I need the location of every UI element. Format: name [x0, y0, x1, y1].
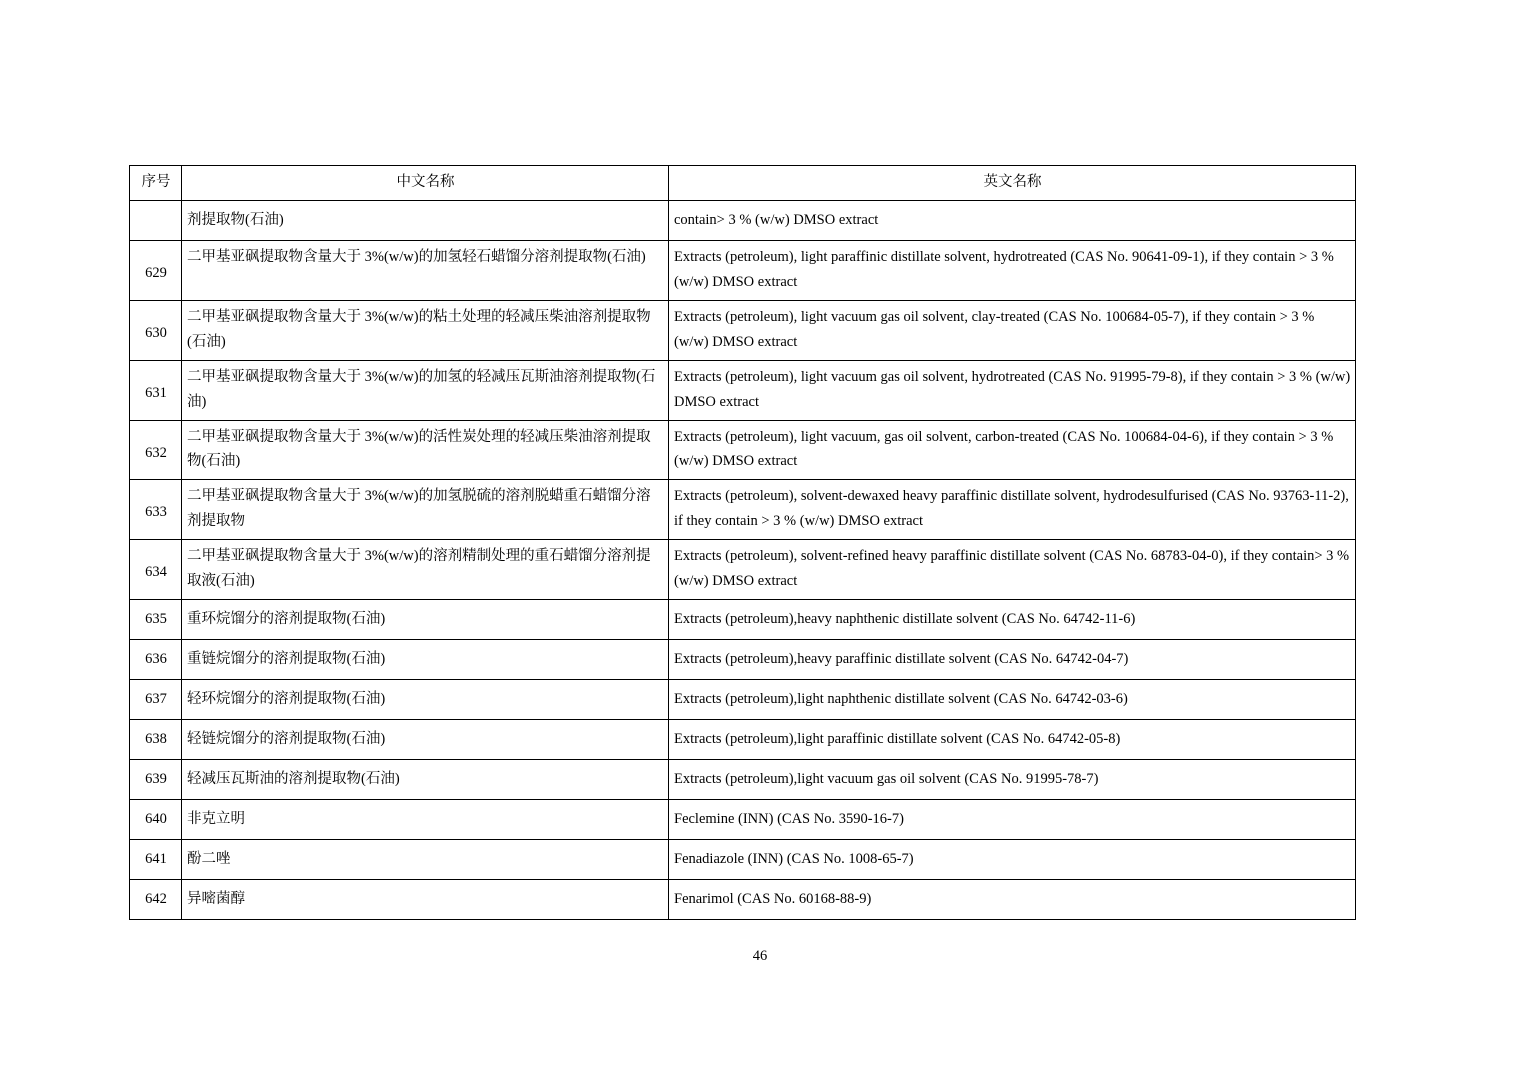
table-row	[130, 300, 1356, 360]
cell-chinese-name: 二甲基亚砜提取物含量大于 3%(w/w)的加氢脱硫的溶剂脱蜡重石蜡馏分溶剂提取物	[182, 480, 669, 540]
cell-number: 634	[130, 540, 182, 600]
cell-chinese-name: 轻链烷馏分的溶剂提取物(石油)	[182, 719, 669, 759]
cell-number: 636	[130, 640, 182, 680]
table-row	[130, 420, 1356, 480]
cell-number: 635	[130, 600, 182, 640]
column-header-chinese-name: 中文名称	[182, 166, 669, 201]
cell-number	[130, 200, 182, 240]
table-row	[130, 680, 1356, 720]
table-row	[130, 240, 1356, 300]
cell-english-name: Fenadiazole (INN) (CAS No. 1008-65-7)	[669, 839, 1356, 879]
cell-number: 642	[130, 879, 182, 919]
cell-chinese-name: 二甲基亚砜提取物含量大于 3%(w/w)的加氢轻石蜡馏分溶剂提取物(石油)	[182, 240, 669, 300]
cell-number: 633	[130, 480, 182, 540]
cell-number: 630	[130, 300, 182, 360]
cell-english-name: Extracts (petroleum), light paraffinic distillate solvent, hydrotreated (CAS No. 90641-09-1), if they contain > 3 % (w/w) DMSO extract	[669, 240, 1356, 300]
cell-english-name: Extracts (petroleum), light vacuum gas oil solvent, hydrotreated (CAS No. 91995-79-8), if they contain > 3 % (w/w) DMSO extract	[669, 360, 1356, 420]
cell-number: 637	[130, 680, 182, 720]
cell-english-name: contain> 3 % (w/w) DMSO extract	[669, 200, 1356, 240]
cell-english-name: Fenarimol (CAS No. 60168-88-9)	[669, 879, 1356, 919]
cell-number: 640	[130, 799, 182, 839]
table-row	[130, 540, 1356, 600]
substances-table	[129, 165, 1356, 920]
table-row	[130, 200, 1356, 240]
cell-english-name: Extracts (petroleum),light naphthenic distillate solvent (CAS No. 64742-03-6)	[669, 680, 1356, 720]
table-row	[130, 480, 1356, 540]
column-header-number: 序号	[130, 166, 182, 201]
cell-number: 639	[130, 759, 182, 799]
cell-chinese-name: 二甲基亚砜提取物含量大于 3%(w/w)的粘土处理的轻减压柴油溶剂提取物(石油)	[182, 300, 669, 360]
table-row	[130, 719, 1356, 759]
cell-number: 638	[130, 719, 182, 759]
cell-english-name: Feclemine (INN) (CAS No. 3590-16-7)	[669, 799, 1356, 839]
table-row	[130, 839, 1356, 879]
cell-chinese-name: 异嘧菌醇	[182, 879, 669, 919]
cell-english-name: Extracts (petroleum),heavy paraffinic distillate solvent (CAS No. 64742-04-7)	[669, 640, 1356, 680]
cell-english-name: Extracts (petroleum),heavy naphthenic distillate solvent (CAS No. 64742-11-6)	[669, 600, 1356, 640]
cell-english-name: Extracts (petroleum),light vacuum gas oil solvent (CAS No. 91995-78-7)	[669, 759, 1356, 799]
column-header-english-name: 英文名称	[669, 166, 1356, 201]
table-row	[130, 879, 1356, 919]
cell-chinese-name: 重链烷馏分的溶剂提取物(石油)	[182, 640, 669, 680]
table-row	[130, 799, 1356, 839]
table-row	[130, 360, 1356, 420]
cell-english-name: Extracts (petroleum), solvent-dewaxed heavy paraffinic distillate solvent, hydrodesulfurised (CAS No. 93763-11-2), if they contain > 3 % (w/w) DMSO extract	[669, 480, 1356, 540]
cell-chinese-name: 轻环烷馏分的溶剂提取物(石油)	[182, 680, 669, 720]
table-body	[130, 200, 1356, 919]
table-row	[130, 600, 1356, 640]
cell-english-name: Extracts (petroleum),light paraffinic distillate solvent (CAS No. 64742-05-8)	[669, 719, 1356, 759]
cell-chinese-name: 酚二唑	[182, 839, 669, 879]
cell-chinese-name: 重环烷馏分的溶剂提取物(石油)	[182, 600, 669, 640]
cell-english-name: Extracts (petroleum), light vacuum, gas oil solvent, carbon-treated (CAS No. 100684-04-6), if they contain > 3 % (w/w) DMSO extract	[669, 420, 1356, 480]
cell-chinese-name: 非克立明	[182, 799, 669, 839]
table-row	[130, 640, 1356, 680]
cell-chinese-name: 二甲基亚砜提取物含量大于 3%(w/w)的溶剂精制处理的重石蜡馏分溶剂提取液(石油)	[182, 540, 669, 600]
cell-number: 632	[130, 420, 182, 480]
cell-number: 641	[130, 839, 182, 879]
cell-chinese-name: 轻减压瓦斯油的溶剂提取物(石油)	[182, 759, 669, 799]
cell-english-name: Extracts (petroleum), solvent-refined heavy paraffinic distillate solvent (CAS No. 68783-04-0), if they contain> 3 % (w/w) DMSO extract	[669, 540, 1356, 600]
table-row	[130, 759, 1356, 799]
cell-number: 631	[130, 360, 182, 420]
cell-number: 629	[130, 240, 182, 300]
table-header-row	[130, 166, 1356, 201]
cell-chinese-name: 剂提取物(石油)	[182, 200, 669, 240]
page-number: 46	[752, 948, 768, 964]
cell-english-name: Extracts (petroleum), light vacuum gas oil solvent, clay-treated (CAS No. 100684-05-7), if they contain > 3 % (w/w) DMSO extract	[669, 300, 1356, 360]
cell-chinese-name: 二甲基亚砜提取物含量大于 3%(w/w)的活性炭处理的轻减压柴油溶剂提取物(石油)	[182, 420, 669, 480]
cell-chinese-name: 二甲基亚砜提取物含量大于 3%(w/w)的加氢的轻减压瓦斯油溶剂提取物(石油)	[182, 360, 669, 420]
table-header	[130, 166, 1356, 201]
